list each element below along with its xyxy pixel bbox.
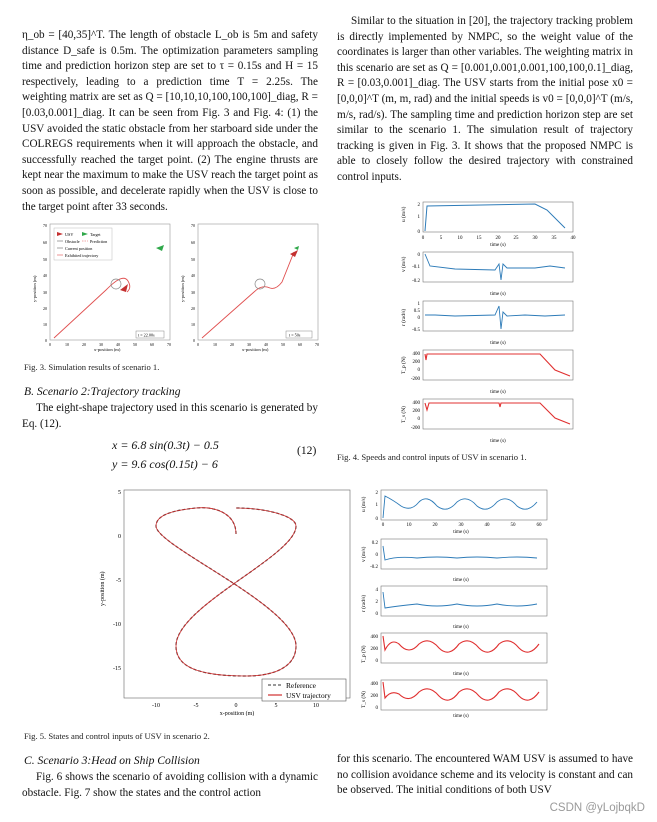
tick: 0 (375, 517, 378, 522)
tick: 10 (191, 322, 195, 327)
fig3-xlabel-a: x-position (m) (94, 347, 121, 352)
fig3-legend-target: Target (90, 232, 101, 237)
tick: 20 (230, 342, 234, 347)
fig5-panel-u (381, 490, 547, 520)
fig4-speed-plots (395, 198, 585, 446)
tick: 5 (118, 490, 121, 496)
fig5-xlabel: x-position (m) (219, 711, 255, 716)
section-c-paragraph-right-text: for this scenario. The encountered WAM USV is assumed to have no collision avoidance scheme and its velocity is constant and can be observed. The initial conditions of both USV (337, 753, 633, 797)
fig3-subplot-a (32, 223, 171, 352)
fig3-xlabel-b: x-position (m) (242, 347, 269, 352)
tick: 40 (264, 342, 268, 347)
tick: -0.2 (370, 565, 378, 570)
tick: 50 (133, 342, 137, 347)
tick: 10 (313, 703, 319, 709)
right-paragraph (337, 14, 633, 186)
fig5-ts-yticks (370, 491, 378, 711)
fig5-label-u: u (m/s) (361, 496, 367, 512)
tick: 400 (412, 352, 420, 357)
tick: 30 (43, 290, 47, 295)
tick: 40 (43, 273, 47, 278)
equation-x: x = 6.8 sin(0.3t) − 0.5 (112, 438, 219, 452)
tick: 0 (193, 338, 195, 343)
fig5-label-r: r (rad/s) (361, 594, 367, 612)
fig5-panel-tp (381, 633, 547, 663)
fig3-ticks-y-a (43, 223, 47, 343)
tick: 0 (375, 659, 378, 664)
fig3-time-a: t = 22.00s (138, 332, 155, 338)
tick: 400 (370, 635, 378, 640)
tick: 70 (191, 223, 195, 228)
tick: 30 (191, 290, 195, 295)
tick: 60 (43, 240, 47, 245)
right-paragraph-text: Similar to the situation in [20], the trajectory tracking problem is directly implemented by NMPC, so the weight value of the coordinates is larger than other variables. The weighting matrix in this scenario are set as Q = [0.001,0.001,0.001,100,100,0.1]_diag, R = [0.03,0.001]_diag. The USV starts from the initial pose x0 = [0,0,0]^T (m, m, rad) and the initial speeds is v0 = [0,0,0]^T (m/s, m/s, rad/s). The sampling time and prediction horizon step are set similar to the scenario 1. The simulation result of trajectory tracking is given in Fig. 3. It shows that the proposed NMPC is able to closely follow the desired trajectory with constrained control inputs. (337, 15, 633, 183)
fig5-trajectory-plot (96, 486, 354, 716)
tick: -15 (113, 666, 121, 672)
fig4-xlabel: time (s) (490, 341, 506, 346)
tick: 0 (375, 612, 378, 617)
fig4-yticks (411, 203, 421, 431)
fig5-panel-ts (381, 680, 547, 710)
section-c-paragraph-right (337, 752, 633, 799)
tick: 0 (45, 338, 47, 343)
tick: 20 (191, 306, 195, 311)
fig5-label-ts: T_s (N) (361, 691, 367, 708)
fig3-trajectory-plots (24, 218, 324, 353)
tick: -200 (410, 377, 420, 382)
tick: 10 (213, 342, 217, 347)
left-paragraph-text: η_ob = [40,35]^T. The length of obstacle L_ob is 5m and safety distance D_safe is 0.5m. The optimization parameters sampling time and prediction horizon step are set to τ = 0.15s and H = 15 respectively, leading to a prediction time T = 2.25s. The weighting matrix are set as Q = [10,10,10,100,100,100]_diag, R = [0.03,0.001]_diag. It can be seen from Fig. 3 and Fig. 4: (1) the USV avoided the static obstacle from her starboard side under the COLREGS requirements when it will approach the obstacle, and successfully reached the target point. (2) The engine thrusts are kept near the maximum to make the USV reach the target point as soon as possible, and decelerate rapidly when the USV is close to the target point after 33 seconds. (22, 29, 318, 213)
fig4-xlabel: time (s) (490, 390, 506, 395)
fig4-panel-u (423, 202, 573, 232)
tick: 2 (375, 600, 378, 605)
tick: 15 (476, 236, 482, 241)
fig5-panel-r (381, 586, 547, 616)
tick: 5 (439, 236, 443, 241)
tick: 1 (417, 215, 420, 220)
tick: 10 (43, 322, 47, 327)
tick: 10 (457, 236, 463, 241)
tick: 40 (191, 273, 195, 278)
fig3-time-b: t = 50s (289, 332, 301, 338)
tick: 30 (247, 342, 251, 347)
equation-number: (12) (297, 444, 317, 457)
fig4-label-ts: T_s (N) (401, 406, 407, 423)
tick: 400 (370, 682, 378, 687)
tick: 60 (536, 523, 542, 528)
tick: 0 (381, 523, 385, 528)
tick: 200 (370, 694, 378, 699)
fig5-ts-labels (360, 496, 367, 708)
tick: 0 (234, 703, 238, 709)
tick: 50 (510, 523, 516, 528)
section-b-paragraph (22, 401, 318, 432)
fig4-panel-r (423, 301, 573, 331)
fig5-ts-xlabel: time (s) (453, 530, 469, 535)
tick: 50 (191, 257, 195, 262)
fig5-panel-v (381, 539, 547, 569)
tick: 0 (375, 706, 378, 711)
tick: -0.5 (412, 328, 420, 333)
tick: 35 (551, 236, 557, 241)
tick: 200 (412, 360, 420, 365)
tick: 40 (484, 523, 490, 528)
tick: 70 (167, 342, 171, 347)
fig5-yticks (113, 490, 121, 672)
tick: 70 (315, 342, 319, 347)
tick: -0.2 (412, 279, 420, 284)
tick: 0 (118, 534, 121, 540)
fig3-subplot-b (180, 223, 319, 352)
tick: 0.5 (413, 309, 420, 314)
tick: 60 (150, 342, 154, 347)
tick: 1 (417, 302, 420, 307)
tick: 0 (417, 253, 420, 258)
tick: -10 (113, 622, 121, 628)
tick: -10 (152, 703, 160, 709)
tick: 30 (532, 236, 538, 241)
fig4-panel-tp (423, 350, 573, 380)
tick: 60 (298, 342, 302, 347)
tick: 2 (375, 491, 378, 496)
fig4-label-u: u (m/s) (401, 206, 407, 222)
fig5-legend-usv: USV trajectory (286, 691, 331, 700)
tick: -200 (410, 426, 420, 431)
fig5-ts-xlabel: time (s) (453, 578, 469, 583)
equation-12 (112, 436, 219, 474)
fig5-legend-reference: Reference (286, 681, 316, 690)
tick: -5 (116, 578, 121, 584)
tick: 10 (65, 342, 69, 347)
tick: 20 (432, 523, 438, 528)
tick: 20 (82, 342, 86, 347)
fig3-ylabel-b: y-position (m) (180, 275, 185, 302)
fig4-label-v: v (m/s) (401, 256, 407, 272)
tick: 0 (375, 553, 378, 558)
fig5-ts-xlabel: time (s) (453, 625, 469, 630)
tick: 30 (458, 523, 464, 528)
section-c-paragraph-left (22, 770, 318, 801)
tick: 10 (406, 523, 412, 528)
fig5-ylabel: y-position (m) (100, 571, 106, 606)
fig5-label-tp: T_p (N) (361, 645, 367, 663)
tick: 40 (116, 342, 120, 347)
tick: 0 (421, 236, 425, 241)
tick: 0 (417, 368, 420, 373)
tick: 4 (375, 588, 378, 593)
section-b-title: B. Scenario 2:Trajectory tracking (24, 385, 181, 398)
tick: 2 (417, 203, 420, 208)
fig5-label-v: v (m/s) (361, 546, 367, 562)
tick: 20 (43, 306, 47, 311)
fig3-caption: Fig. 3. Simulation results of scenario 1. (24, 362, 160, 372)
fig4-xlabel: time (s) (490, 243, 506, 248)
fig3-ticks-y-b (191, 223, 195, 343)
fig4-label-tp: T_p (N) (401, 356, 407, 374)
tick: 200 (412, 409, 420, 414)
tick: 25 (513, 236, 519, 241)
fig3-legend-exhibited: Exhibited trajectory (65, 253, 99, 258)
fig5-xticks (152, 703, 319, 709)
tick: 50 (43, 257, 47, 262)
tick: -0.1 (412, 265, 420, 270)
fig3-legend-prediction: Prediction (90, 239, 108, 244)
tick: 200 (370, 647, 378, 652)
tick: 70 (43, 223, 47, 228)
left-paragraph (22, 28, 318, 215)
tick: 5 (274, 703, 278, 709)
fig4-xlabel: time (s) (490, 439, 506, 444)
fig5-caption: Fig. 5. States and control inputs of USV in scenario 2. (24, 731, 210, 741)
fig4-caption: Fig. 4. Speeds and control inputs of USV in scenario 1. (337, 452, 527, 462)
section-b-paragraph-text: The eight-shape trajectory used in this scenario is generated by Eq. (12). (22, 402, 318, 430)
fig5-timeseries-plots (357, 486, 551, 718)
fig5-ts-xlabel: time (s) (453, 672, 469, 677)
tick: 0.2 (371, 541, 378, 546)
tick: 0 (417, 417, 420, 422)
fig3-legend-usv: USV (65, 232, 74, 237)
tick: 400 (412, 401, 420, 406)
fig3-ylabel-a: y-position (m) (32, 275, 37, 302)
section-c-title: C. Scenario 3:Head on Ship Collision (24, 754, 200, 767)
fig3-legend-current: Current position (65, 246, 93, 251)
tick: 40 (570, 236, 576, 241)
tick: -5 (193, 703, 199, 709)
fig3-legend-obstacle: Obstacle (65, 239, 80, 244)
fig4-label-r: r (rad/s) (401, 308, 407, 326)
tick: 0 (417, 230, 420, 235)
tick: 0 (417, 316, 420, 321)
tick: 60 (191, 240, 195, 245)
tick: 50 (281, 342, 285, 347)
tick: 0 (197, 342, 199, 347)
fig4-labels (400, 206, 407, 423)
tick: 20 (495, 236, 501, 241)
tick: 1 (375, 503, 378, 508)
equation-y: y = 9.6 cos(0.15t) − 6 (112, 457, 218, 471)
watermark: CSDN @yLojbqkD (549, 802, 645, 814)
fig4-xlabel: time (s) (490, 292, 506, 297)
section-c-paragraph-left-text: Fig. 6 shows the scenario of avoiding collision with a dynamic obstacle. Fig. 7 show the states and the control action (22, 771, 318, 799)
fig4-panel-ts (423, 399, 573, 429)
fig4-panel-v (423, 252, 573, 282)
tick: 30 (99, 342, 103, 347)
fig5-ts-xlabel: time (s) (453, 714, 469, 718)
tick: 0 (49, 342, 51, 347)
